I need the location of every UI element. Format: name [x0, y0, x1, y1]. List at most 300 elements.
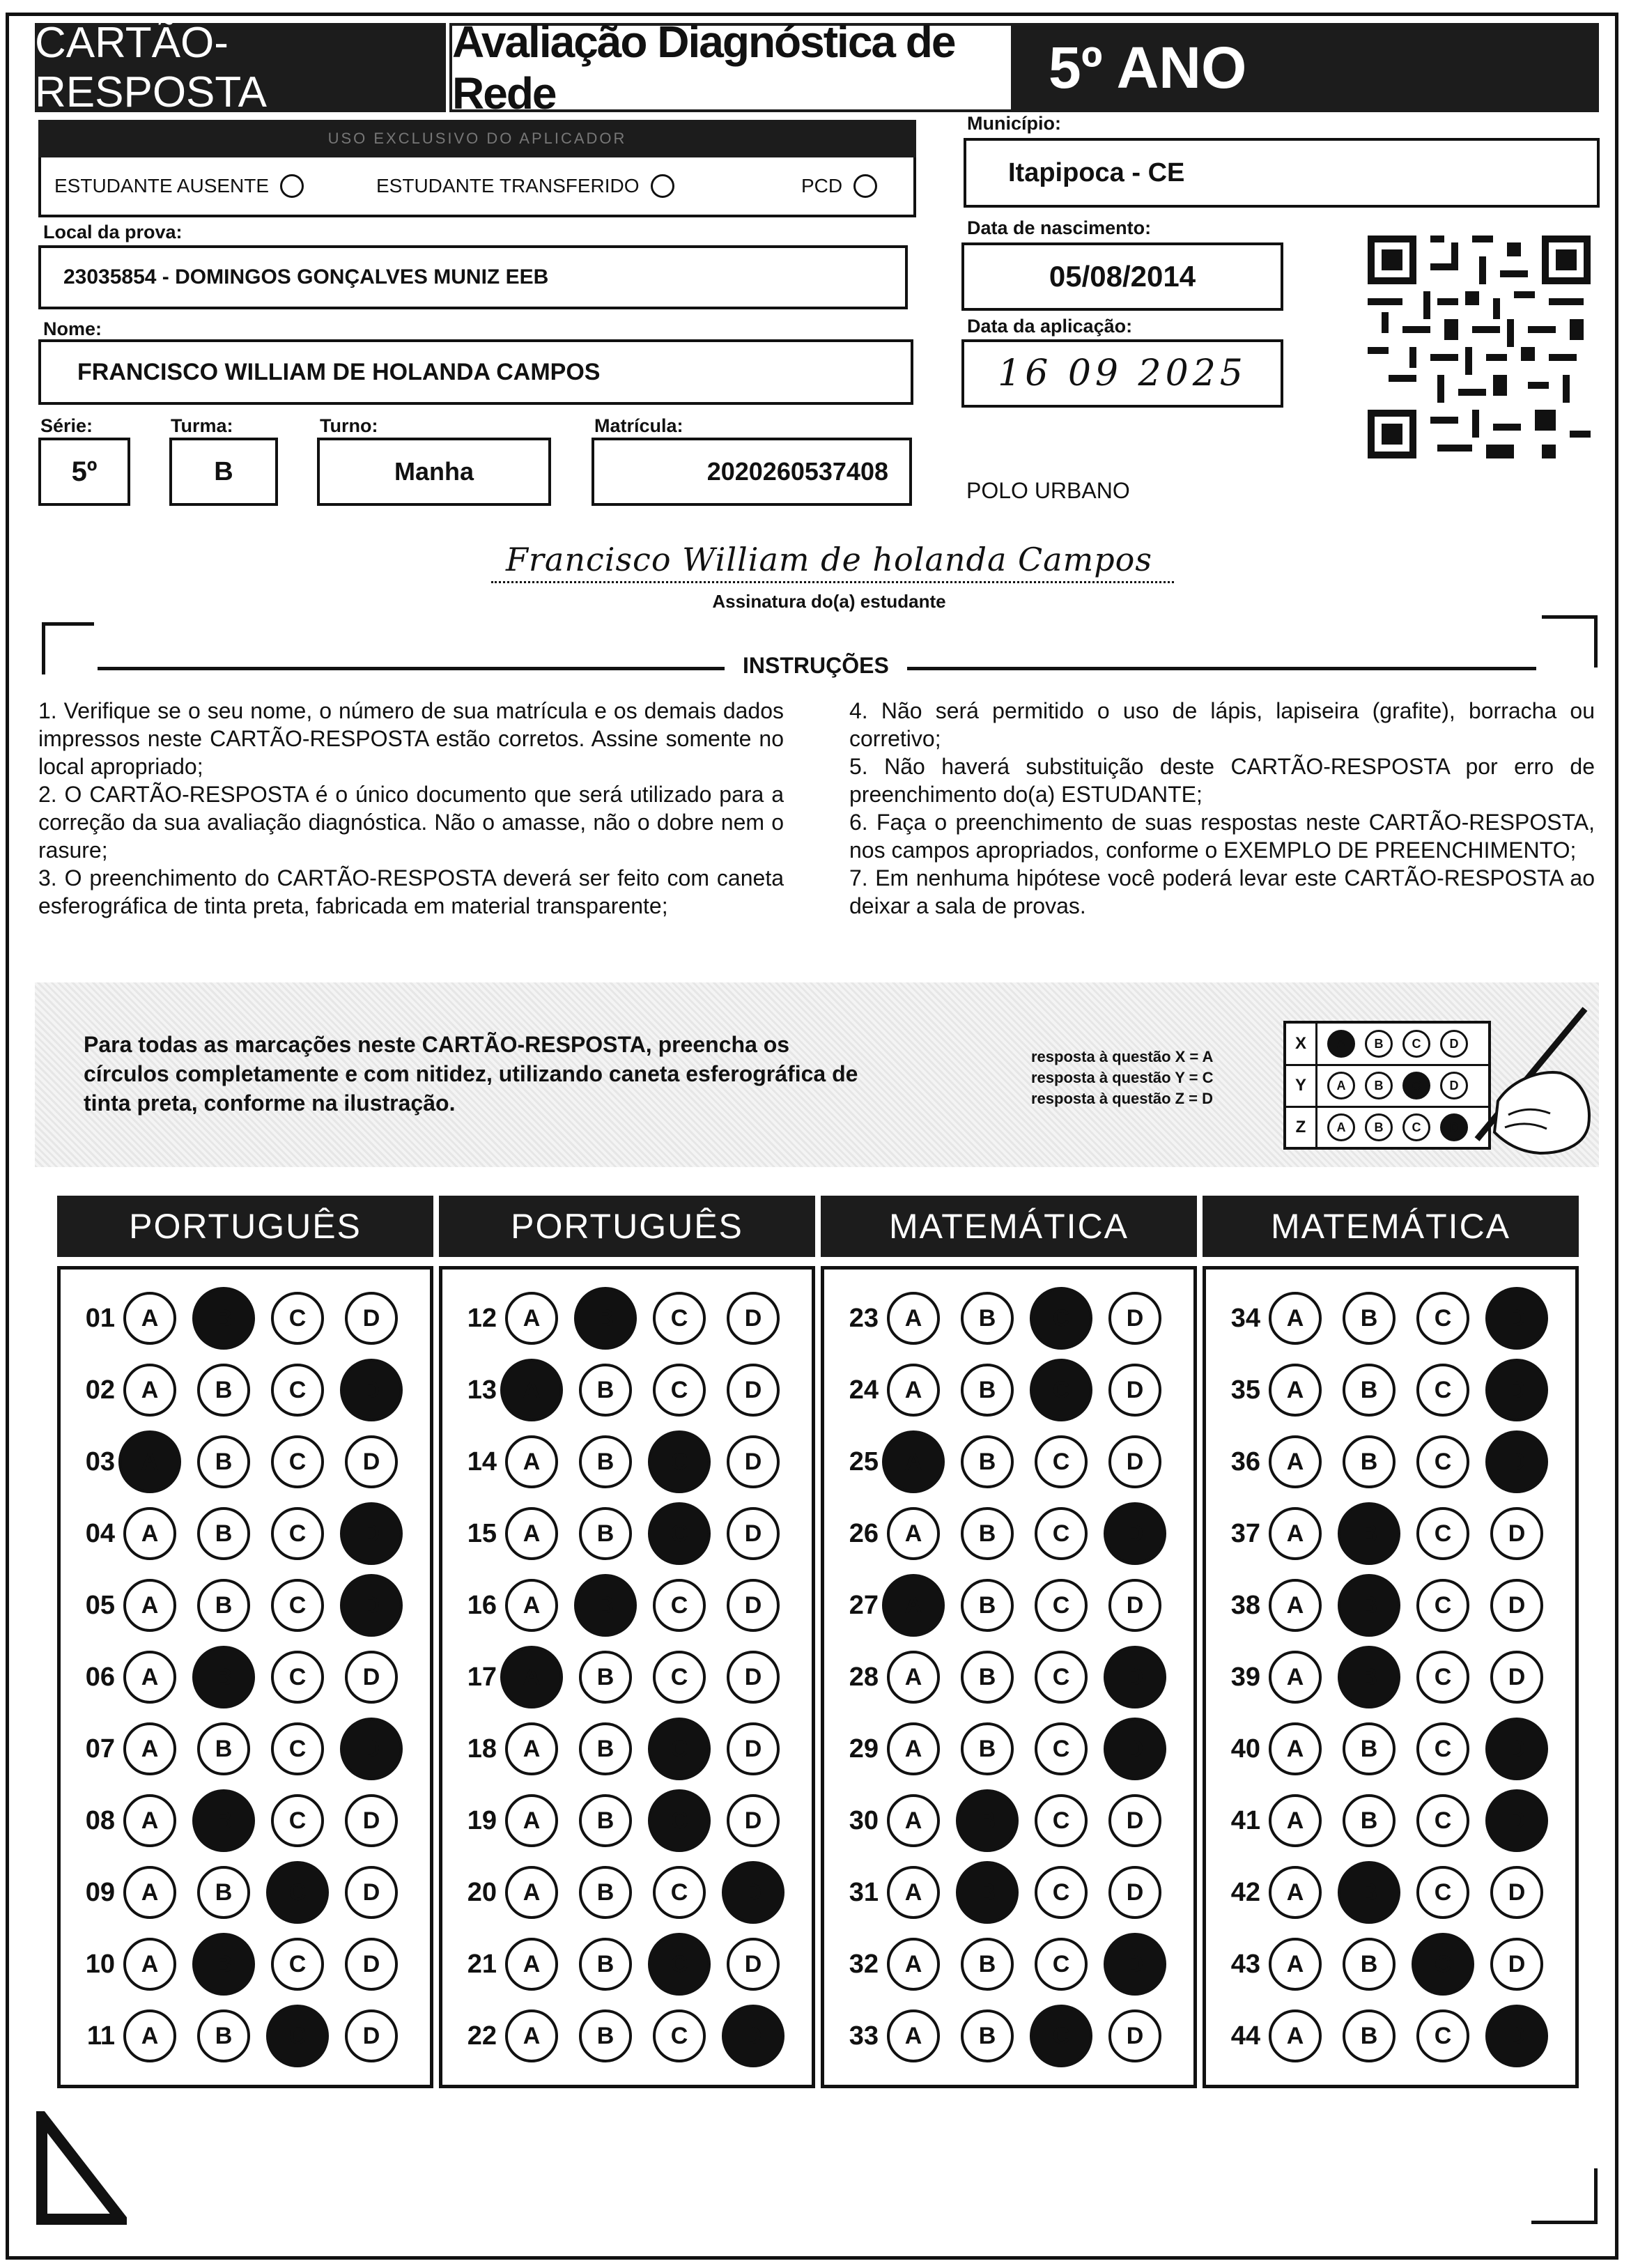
question-row: [1206, 1569, 1575, 1642]
answer-bubble[interactable]: B: [579, 1364, 632, 1417]
answer-bubble[interactable]: C: [1035, 1794, 1088, 1847]
shift-label: Turno:: [320, 415, 378, 436]
answer-bubble[interactable]: B: [961, 1364, 1014, 1417]
answer-bubble[interactable]: A: [123, 1651, 176, 1704]
municipality-label: Município:: [967, 113, 1061, 134]
answer-bubble[interactable]: D: [1108, 2009, 1161, 2062]
answer-bubble-marked[interactable]: C: [648, 1933, 711, 1996]
answer-bubble[interactable]: B: [579, 1435, 632, 1488]
question-number: 37: [1230, 1518, 1260, 1548]
pcd-label: PCD: [801, 175, 843, 196]
example-bubble: D: [1440, 1030, 1468, 1058]
example-bubble: A: [1327, 1072, 1355, 1100]
legend-z: resposta à questão Z = D: [1031, 1090, 1214, 1107]
answer-bubble-marked[interactable]: D: [1485, 1789, 1548, 1852]
question-row: [1206, 1856, 1575, 1929]
answer-bubble[interactable]: B: [197, 1866, 250, 1919]
answer-bubble[interactable]: C: [271, 1651, 324, 1704]
series-label: Série:: [40, 415, 93, 436]
answer-bubble[interactable]: C: [1416, 1292, 1469, 1345]
question-row: [442, 1497, 812, 1570]
answer-bubble[interactable]: B: [197, 1507, 250, 1560]
question-row: [61, 1856, 430, 1929]
question-row: [1206, 1426, 1575, 1498]
shift-value: Manha: [394, 457, 474, 486]
subject-header-1: PORTUGUÊS: [57, 1196, 433, 1257]
answer-bubble-marked[interactable]: D: [1485, 1718, 1548, 1780]
answer-bubble[interactable]: A: [887, 1651, 940, 1704]
answer-bubble[interactable]: A: [123, 1866, 176, 1919]
answer-bubble[interactable]: A: [1269, 1722, 1322, 1775]
absent-option[interactable]: [54, 174, 304, 198]
question-number: 07: [85, 1734, 115, 1764]
answer-bubble-marked[interactable]: D: [340, 1359, 403, 1421]
answer-bubble-marked[interactable]: B: [192, 1646, 255, 1708]
question-number: 35: [1230, 1375, 1260, 1405]
answer-bubble[interactable]: A: [505, 1507, 558, 1560]
answer-bubble[interactable]: D: [727, 1292, 780, 1345]
answer-bubble[interactable]: D: [345, 1292, 398, 1345]
answer-bubble[interactable]: D: [345, 2009, 398, 2062]
transferred-label: ESTUDANTE TRANSFERIDO: [376, 175, 640, 196]
question-row: [61, 1497, 430, 1570]
answer-bubble[interactable]: D: [1108, 1435, 1161, 1488]
card-title: CARTÃO-RESPOSTA: [35, 23, 446, 112]
answer-bubble-marked[interactable]: A: [500, 1359, 563, 1421]
answer-bubble[interactable]: D: [345, 1938, 398, 1991]
exam-place-value: 23035854 - DOMINGOS GONÇALVES MUNIZ EEB: [63, 265, 549, 288]
answer-bubble-marked[interactable]: B: [956, 1861, 1019, 1924]
question-number: 05: [85, 1590, 115, 1620]
answer-bubble[interactable]: D: [727, 1722, 780, 1775]
answer-bubble[interactable]: B: [1343, 1435, 1396, 1488]
answer-bubble-marked[interactable]: A: [882, 1574, 945, 1637]
answer-bubble[interactable]: B: [197, 1435, 250, 1488]
exam-place-label: Local da prova:: [43, 222, 183, 242]
question-row: [824, 1928, 1193, 2000]
answer-bubble[interactable]: C: [1416, 2009, 1469, 2062]
answer-bubble[interactable]: D: [345, 1866, 398, 1919]
answer-bubble-marked[interactable]: D: [1485, 2005, 1548, 2067]
answer-bubble[interactable]: A: [505, 1292, 558, 1345]
answer-bubble[interactable]: B: [1343, 1938, 1396, 1991]
answer-bubble[interactable]: B: [197, 2009, 250, 2062]
example-bubble-filled: D: [1440, 1113, 1468, 1141]
answer-bubble-marked[interactable]: B: [956, 1789, 1019, 1852]
answer-bubble[interactable]: C: [653, 1866, 706, 1919]
answer-bubble[interactable]: C: [1416, 1507, 1469, 1560]
answer-block-3: [821, 1266, 1197, 2088]
class-field: [169, 438, 278, 506]
answer-bubble-marked[interactable]: D: [1485, 1287, 1548, 1350]
answer-bubble[interactable]: A: [887, 1866, 940, 1919]
answer-bubble-marked[interactable]: D: [1104, 1646, 1166, 1708]
question-number: 12: [467, 1303, 497, 1333]
answer-bubble[interactable]: D: [1490, 1866, 1543, 1919]
answer-bubble[interactable]: D: [1490, 1579, 1543, 1632]
answer-bubble[interactable]: D: [727, 1435, 780, 1488]
pcd-circle[interactable]: [853, 174, 877, 198]
question-number: 09: [85, 1877, 115, 1907]
answer-bubble-marked[interactable]: D: [1104, 1502, 1166, 1565]
answer-bubble[interactable]: A: [123, 1579, 176, 1632]
answer-bubble[interactable]: B: [579, 1794, 632, 1847]
answer-bubble[interactable]: A: [505, 1435, 558, 1488]
instruction-1: 1. Verifique se o seu nome, o número de sua matrícula e os demais dados impressos neste CARTÃO-RESPOSTA estão corretos. Assine somente no local apropriado;: [38, 698, 784, 779]
answer-bubble[interactable]: A: [123, 1292, 176, 1345]
answer-bubble[interactable]: B: [579, 1722, 632, 1775]
question-row: [824, 1426, 1193, 1498]
question-row: [824, 2000, 1193, 2072]
question-number: 39: [1230, 1662, 1260, 1692]
question-row: [442, 1641, 812, 1713]
answer-bubble[interactable]: A: [887, 1507, 940, 1560]
answer-bubble-marked[interactable]: B: [1338, 1502, 1400, 1565]
example-legend: [1031, 1047, 1268, 1109]
question-number: 10: [85, 1949, 115, 1979]
answer-bubble[interactable]: C: [1416, 1435, 1469, 1488]
answer-bubble[interactable]: B: [1343, 1794, 1396, 1847]
series-value: 5º: [71, 456, 98, 487]
answer-bubble[interactable]: A: [1269, 1507, 1322, 1560]
enrollment-field: [592, 438, 912, 506]
birth-label: Data de nascimento:: [967, 217, 1152, 238]
answer-bubble[interactable]: B: [961, 1722, 1014, 1775]
answer-bubble[interactable]: D: [345, 1435, 398, 1488]
answer-bubble[interactable]: D: [727, 1938, 780, 1991]
answer-bubble[interactable]: A: [1269, 2009, 1322, 2062]
corner-mark-top-right: [1542, 615, 1598, 668]
birth-field: [961, 242, 1283, 311]
answer-bubble-marked[interactable]: D: [340, 1502, 403, 1565]
question-number: 33: [849, 2021, 879, 2051]
example-bubble: C: [1402, 1113, 1430, 1141]
answer-bubble[interactable]: D: [1490, 1651, 1543, 1704]
application-value: 16 09 2025: [998, 353, 1247, 394]
answer-bubble[interactable]: B: [1343, 2009, 1396, 2062]
answer-bubble[interactable]: C: [271, 1794, 324, 1847]
subject-header-4: MATEMÁTICA: [1203, 1196, 1579, 1257]
answer-bubble-marked[interactable]: C: [648, 1718, 711, 1780]
example-bubble: B: [1365, 1072, 1393, 1100]
answer-bubble[interactable]: C: [653, 2009, 706, 2062]
answer-bubble[interactable]: D: [727, 1651, 780, 1704]
answer-bubble[interactable]: A: [505, 1938, 558, 1991]
question-number: 36: [1230, 1447, 1260, 1476]
absent-circle[interactable]: [280, 174, 304, 198]
question-row: [1206, 1713, 1575, 1785]
answer-bubble-marked[interactable]: C: [648, 1789, 711, 1852]
question-row: [61, 1928, 430, 2000]
question-number: 40: [1230, 1734, 1260, 1764]
hand-pen-icon: [1456, 1003, 1595, 1164]
answer-bubble[interactable]: A: [1269, 1292, 1322, 1345]
answer-bubble-marked[interactable]: D: [1104, 1933, 1166, 1996]
answer-bubble-marked[interactable]: B: [574, 1287, 637, 1350]
answer-bubble-marked[interactable]: A: [500, 1646, 563, 1708]
series-field: [38, 438, 130, 506]
answer-bubble[interactable]: A: [887, 1364, 940, 1417]
example-question-label: X: [1286, 1024, 1317, 1064]
municipality-value: Itapipoca - CE: [1008, 157, 1185, 187]
enrollment-value: 2020260537408: [706, 457, 888, 486]
answer-bubble[interactable]: D: [727, 1579, 780, 1632]
answer-bubble[interactable]: A: [1269, 1866, 1322, 1919]
answer-bubble[interactable]: B: [197, 1364, 250, 1417]
question-row: [61, 1641, 430, 1713]
answer-bubble[interactable]: B: [579, 1651, 632, 1704]
answer-bubble[interactable]: B: [961, 1292, 1014, 1345]
legend-y: resposta à questão Y = C: [1031, 1069, 1214, 1086]
answer-bubble[interactable]: C: [1416, 1579, 1469, 1632]
answer-bubble[interactable]: A: [1269, 1938, 1322, 1991]
answer-bubble[interactable]: C: [271, 1292, 324, 1345]
answer-bubble-marked[interactable]: A: [882, 1430, 945, 1493]
signature-handwriting: Francisco William de holanda Campos: [506, 541, 1152, 578]
question-row: [442, 1713, 812, 1785]
transferred-option[interactable]: [376, 174, 674, 198]
question-number: 38: [1230, 1590, 1260, 1620]
question-row: [442, 1928, 812, 2000]
answer-bubble-marked[interactable]: D: [722, 2005, 784, 2067]
class-value: B: [214, 456, 233, 486]
answer-bubble[interactable]: C: [271, 1364, 324, 1417]
answer-bubble[interactable]: B: [579, 1866, 632, 1919]
instruction-4: 4. Não será permitido o uso de lápis, lapiseira (grafite), borracha ou corretivo;: [849, 698, 1595, 751]
answer-bubble-marked[interactable]: D: [1485, 1430, 1548, 1493]
question-row: [1206, 1497, 1575, 1570]
question-number: 23: [849, 1303, 879, 1333]
question-row: [1206, 1354, 1575, 1426]
question-row: [824, 1497, 1193, 1570]
answer-bubble[interactable]: B: [1343, 1292, 1396, 1345]
name-value: FRANCISCO WILLIAM DE HOLANDA CAMPOS: [77, 358, 601, 385]
question-number: 08: [85, 1805, 115, 1835]
answer-bubble[interactable]: A: [505, 1866, 558, 1919]
example-text: Para todas as marcações neste CARTÃO-RESPOSTA, preencha os círculos completamente e com nitidez, utilizando caneta esferográfica de tinta preta, conforme na ilustração.: [84, 1032, 858, 1116]
answer-bubble[interactable]: C: [1035, 1579, 1088, 1632]
answer-bubble[interactable]: C: [653, 1364, 706, 1417]
answer-bubble[interactable]: A: [123, 2009, 176, 2062]
answer-bubble[interactable]: D: [727, 1507, 780, 1560]
answer-bubble[interactable]: C: [1035, 1938, 1088, 1991]
answer-bubble[interactable]: A: [887, 2009, 940, 2062]
answer-bubble[interactable]: B: [961, 1507, 1014, 1560]
answer-bubble-marked[interactable]: B: [1338, 1574, 1400, 1637]
answer-bubble-marked[interactable]: D: [340, 1718, 403, 1780]
instructions-left: [38, 697, 784, 920]
answer-bubble[interactable]: A: [1269, 1794, 1322, 1847]
answer-bubble[interactable]: C: [1035, 1866, 1088, 1919]
answer-bubble[interactable]: A: [887, 1722, 940, 1775]
answer-bubble[interactable]: A: [1269, 1435, 1322, 1488]
answer-bubble[interactable]: A: [505, 1579, 558, 1632]
answer-bubble[interactable]: A: [505, 2009, 558, 2062]
answer-bubble[interactable]: A: [123, 1507, 176, 1560]
answer-bubble[interactable]: C: [653, 1292, 706, 1345]
answer-bubble-marked[interactable]: A: [118, 1430, 181, 1493]
question-row: [442, 1282, 812, 1355]
answer-bubble-marked[interactable]: D: [1104, 1718, 1166, 1780]
answer-bubble[interactable]: D: [1108, 1866, 1161, 1919]
answer-bubble[interactable]: B: [961, 1651, 1014, 1704]
example-bubble: D: [1440, 1072, 1468, 1100]
question-row: [824, 1856, 1193, 1929]
absent-label: ESTUDANTE AUSENTE: [54, 175, 270, 196]
answer-bubble-marked[interactable]: D: [1485, 1359, 1548, 1421]
question-row: [442, 1569, 812, 1642]
answer-bubble[interactable]: C: [271, 1722, 324, 1775]
answer-bubble[interactable]: B: [961, 2009, 1014, 2062]
answer-bubble[interactable]: A: [505, 1722, 558, 1775]
answer-bubble[interactable]: A: [123, 1364, 176, 1417]
answer-bubble[interactable]: B: [579, 2009, 632, 2062]
answer-bubble[interactable]: D: [345, 1651, 398, 1704]
corner-mark-bottom-right: [1531, 2168, 1598, 2224]
answer-bubble-marked[interactable]: C: [1030, 1359, 1092, 1421]
answer-bubble[interactable]: D: [1108, 1292, 1161, 1345]
answer-bubble[interactable]: C: [271, 1507, 324, 1560]
question-number: 04: [85, 1518, 115, 1548]
answer-bubble[interactable]: B: [961, 1435, 1014, 1488]
question-number: 15: [467, 1518, 497, 1548]
corner-mark-top-left: [42, 622, 94, 674]
question-number: 21: [467, 1949, 497, 1979]
answer-bubble[interactable]: A: [505, 1794, 558, 1847]
answer-bubble[interactable]: D: [727, 1364, 780, 1417]
legend-x: resposta à questão X = A: [1031, 1048, 1214, 1065]
example-bubble-filled: C: [1402, 1072, 1430, 1100]
birth-value: 05/08/2014: [1049, 260, 1196, 293]
question-row: [61, 1569, 430, 1642]
answer-bubble-marked[interactable]: C: [1412, 1933, 1474, 1996]
grade-title: 5º ANO: [1014, 23, 1599, 112]
answer-bubble[interactable]: D: [1108, 1364, 1161, 1417]
answer-bubble-marked[interactable]: C: [648, 1430, 711, 1493]
answer-bubble[interactable]: A: [123, 1794, 176, 1847]
answer-bubble[interactable]: C: [1416, 1651, 1469, 1704]
answer-bubble-marked[interactable]: B: [574, 1574, 637, 1637]
answer-bubble[interactable]: A: [887, 1794, 940, 1847]
answer-bubble-marked[interactable]: C: [1030, 2005, 1092, 2067]
pcd-option[interactable]: [801, 174, 877, 198]
answer-bubble[interactable]: D: [1490, 1938, 1543, 1991]
question-row: [824, 1713, 1193, 1785]
question-number: 32: [849, 1949, 879, 1979]
answer-bubble[interactable]: B: [197, 1722, 250, 1775]
answer-bubble[interactable]: D: [345, 1794, 398, 1847]
answer-bubble[interactable]: C: [271, 1938, 324, 1991]
question-row: [442, 1784, 812, 1857]
question-row: [1206, 1282, 1575, 1355]
question-number: 17: [467, 1662, 497, 1692]
answer-bubble[interactable]: C: [653, 1579, 706, 1632]
answer-bubble[interactable]: B: [1343, 1364, 1396, 1417]
answer-bubble-marked[interactable]: C: [266, 1861, 329, 1924]
answer-bubble-marked[interactable]: B: [192, 1933, 255, 1996]
subject-header-2: PORTUGUÊS: [439, 1196, 815, 1257]
answer-bubble[interactable]: C: [1035, 1722, 1088, 1775]
instruction-3: 3. O preenchimento do CARTÃO-RESPOSTA deverá ser feito com caneta esferográfica de tinta preta, fabricada em material transparente;: [38, 865, 784, 918]
answer-block-4: [1203, 1266, 1579, 2088]
question-number: 31: [849, 1877, 879, 1907]
answer-bubble-marked[interactable]: C: [266, 2005, 329, 2067]
question-number: 27: [849, 1590, 879, 1620]
triangle-corner-mark: [36, 2111, 127, 2226]
answer-bubble-marked[interactable]: B: [1338, 1861, 1400, 1924]
answer-bubble[interactable]: A: [1269, 1579, 1322, 1632]
instruction-5: 5. Não haverá substituição deste CARTÃO-RESPOSTA por erro de preenchimento do(a) ESTUDANTE;: [849, 754, 1595, 807]
answer-bubble[interactable]: D: [1108, 1794, 1161, 1847]
question-number: 16: [467, 1590, 497, 1620]
answer-bubble[interactable]: B: [579, 1938, 632, 1991]
polo-text: POLO URBANO: [966, 478, 1130, 503]
answer-bubble[interactable]: D: [727, 1794, 780, 1847]
answer-bubble[interactable]: A: [123, 1722, 176, 1775]
answer-bubble[interactable]: C: [271, 1435, 324, 1488]
answer-bubble[interactable]: A: [1269, 1364, 1322, 1417]
question-row: [61, 1713, 430, 1785]
answer-bubble-marked[interactable]: C: [648, 1502, 711, 1565]
answer-bubble[interactable]: C: [653, 1651, 706, 1704]
answer-bubble[interactable]: B: [961, 1579, 1014, 1632]
answer-bubble[interactable]: B: [961, 1938, 1014, 1991]
answer-bubble[interactable]: D: [1108, 1579, 1161, 1632]
question-number: 03: [85, 1447, 115, 1476]
question-row: [442, 1354, 812, 1426]
question-row: [824, 1282, 1193, 1355]
question-row: [61, 2000, 430, 2072]
transferred-circle[interactable]: [651, 174, 674, 198]
answer-bubble[interactable]: C: [1416, 1364, 1469, 1417]
answer-bubble[interactable]: A: [123, 1938, 176, 1991]
signature-line: [491, 581, 1174, 583]
answer-bubble-marked[interactable]: B: [192, 1287, 255, 1350]
answer-bubble[interactable]: B: [579, 1507, 632, 1560]
question-number: 24: [849, 1375, 879, 1405]
answer-bubble[interactable]: A: [887, 1938, 940, 1991]
answer-bubble-marked[interactable]: D: [722, 1861, 784, 1924]
question-row: [1206, 1928, 1575, 2000]
class-label: Turma:: [171, 415, 233, 436]
answer-bubble[interactable]: A: [1269, 1651, 1322, 1704]
question-number: 25: [849, 1447, 879, 1476]
answer-bubble-marked[interactable]: C: [1030, 1287, 1092, 1350]
question-row: [1206, 1784, 1575, 1857]
answer-bubble-marked[interactable]: B: [192, 1789, 255, 1852]
name-label: Nome:: [43, 318, 102, 339]
answer-bubble-marked[interactable]: B: [1338, 1646, 1400, 1708]
question-row: [442, 2000, 812, 2072]
question-number: 43: [1230, 1949, 1260, 1979]
applicator-bar: USO EXCLUSIVO DO APLICADOR: [38, 120, 916, 157]
answer-bubble-marked[interactable]: D: [340, 1574, 403, 1637]
answer-bubble[interactable]: D: [1490, 1507, 1543, 1560]
question-number: 42: [1230, 1877, 1260, 1907]
signature-caption: Assinatura do(a) estudante: [712, 591, 946, 612]
answer-bubble[interactable]: B: [1343, 1722, 1396, 1775]
answer-bubble[interactable]: C: [1035, 1507, 1088, 1560]
question-row: [61, 1282, 430, 1355]
answer-bubble[interactable]: C: [1416, 1866, 1469, 1919]
answer-bubble[interactable]: C: [1416, 1722, 1469, 1775]
answer-bubble[interactable]: C: [1416, 1794, 1469, 1847]
answer-bubble[interactable]: C: [271, 1579, 324, 1632]
answer-bubble[interactable]: A: [887, 1292, 940, 1345]
answer-bubble[interactable]: C: [1035, 1435, 1088, 1488]
answer-bubble[interactable]: C: [1035, 1651, 1088, 1704]
answer-bubble[interactable]: B: [197, 1579, 250, 1632]
